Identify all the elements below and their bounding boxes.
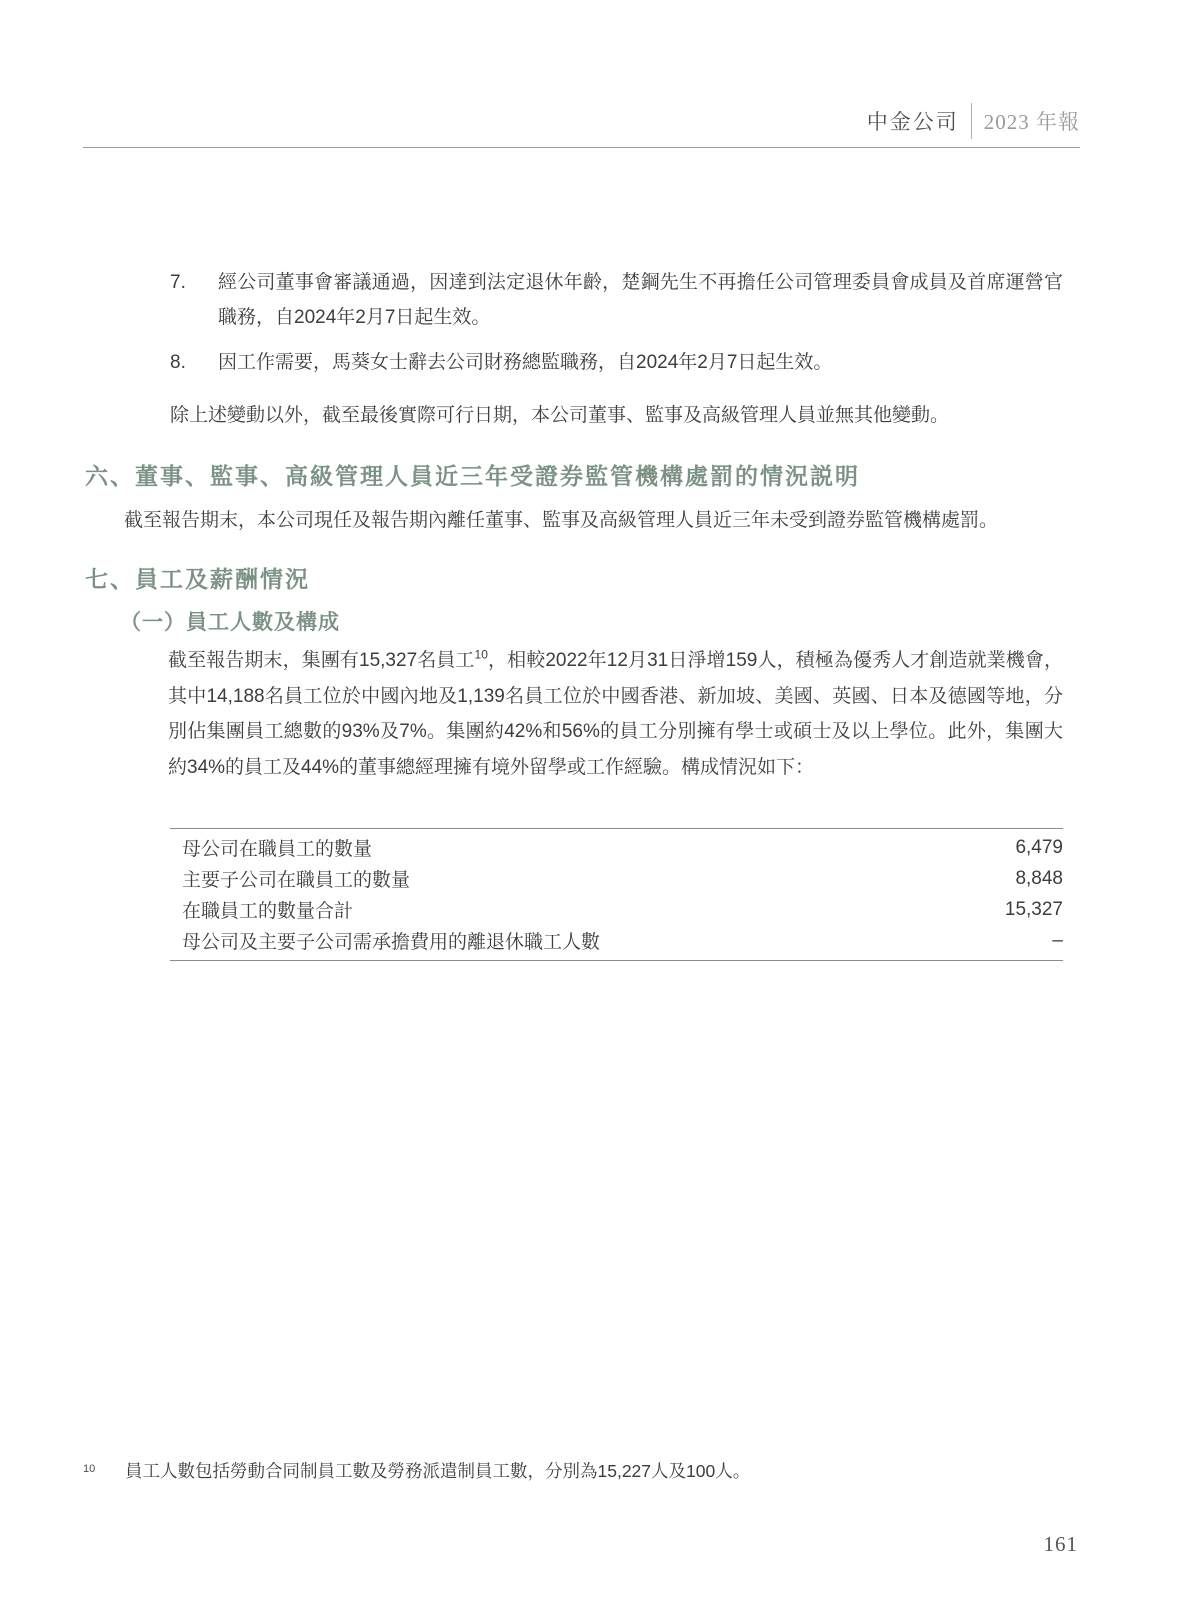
list-item-text: 經公司董事會審議通過，因達到法定退休年齡，楚鋼先生不再擔任公司管理委員會成員及首席運營官職務，自2024年2月7日起生效。	[218, 272, 1063, 328]
row-value: 15,327	[1004, 898, 1063, 920]
footnote-reference: 10	[474, 647, 488, 662]
paragraph-run: 截至報告期末，集團有15,327名員工	[168, 650, 475, 671]
row-label: 母公司及主要子公司需承擔費用的離退休職工人數	[182, 932, 601, 953]
row-value: 8,848	[1015, 867, 1063, 889]
section-six-body: 截至報告期末，本公司現任及報告期內離任董事、監事及高級管理人員近三年未受到證券監管機構處罰。	[124, 510, 999, 531]
table-row	[170, 863, 1063, 894]
report-year-label: 2023 年報	[983, 110, 1080, 134]
header-rule	[83, 147, 1080, 148]
paragraph-run: ，相較2022年12月31日淨增159人，積極為優秀人才創造就業機會，其中14,188名員工位於中國內地及1,139名員工位於中國香港、新加坡、美國、英國、日本及德國等地，分別佔集團員工總數的93%及7%。集團約42%和56%的員工分別擁有學士或碩士及以上學位。此外，集團大約34%的員工及44%的董事總經理擁有境外留學或工作經驗。構成情況如下：	[168, 650, 1063, 778]
table-row	[170, 832, 1063, 863]
list-item-number: 8.	[170, 352, 186, 373]
footnote-marker: 10	[83, 1463, 96, 1475]
row-label: 母公司在職員工的數量	[182, 839, 373, 860]
row-value: 6,479	[1015, 836, 1063, 858]
footnote-text: 員工人數包括勞動合同制員工數及勞務派遣制員工數，分別為15,227人及100人。	[125, 1461, 751, 1481]
numbered-list	[170, 265, 1063, 380]
list-item-number: 7.	[170, 272, 186, 293]
row-value: –	[1052, 929, 1063, 951]
row-label: 主要子公司在職員工的數量	[182, 870, 411, 891]
header-divider	[971, 103, 972, 139]
section-six-title: 六、董事、監事、高級管理人員近三年受證券監管機構處罰的情況説明	[85, 463, 860, 489]
table-row	[170, 925, 1063, 956]
footnote	[83, 1458, 1063, 1484]
list-item	[170, 345, 1063, 380]
row-label: 在職員工的數量合計	[182, 901, 354, 922]
table-row	[170, 894, 1063, 925]
list-item-text: 因工作需要，馬葵女士辭去公司財務總監職務，自2024年2月7日起生效。	[218, 352, 833, 373]
page-header	[83, 103, 1080, 139]
section-seven-title: 七、員工及薪酬情況	[85, 566, 310, 592]
company-name: 中金公司	[866, 110, 959, 134]
list-item	[170, 265, 1063, 335]
closing-note-paragraph: 除上述變動以外，截至最後實際可行日期，本公司董事、監事及高級管理人員並無其他變動。	[170, 405, 950, 426]
page-number: 161	[1043, 1532, 1078, 1556]
subsection-one-title: （一）員工人數及構成	[120, 611, 340, 634]
employee-count-paragraph	[168, 643, 1063, 785]
staff-composition-table	[170, 828, 1063, 961]
